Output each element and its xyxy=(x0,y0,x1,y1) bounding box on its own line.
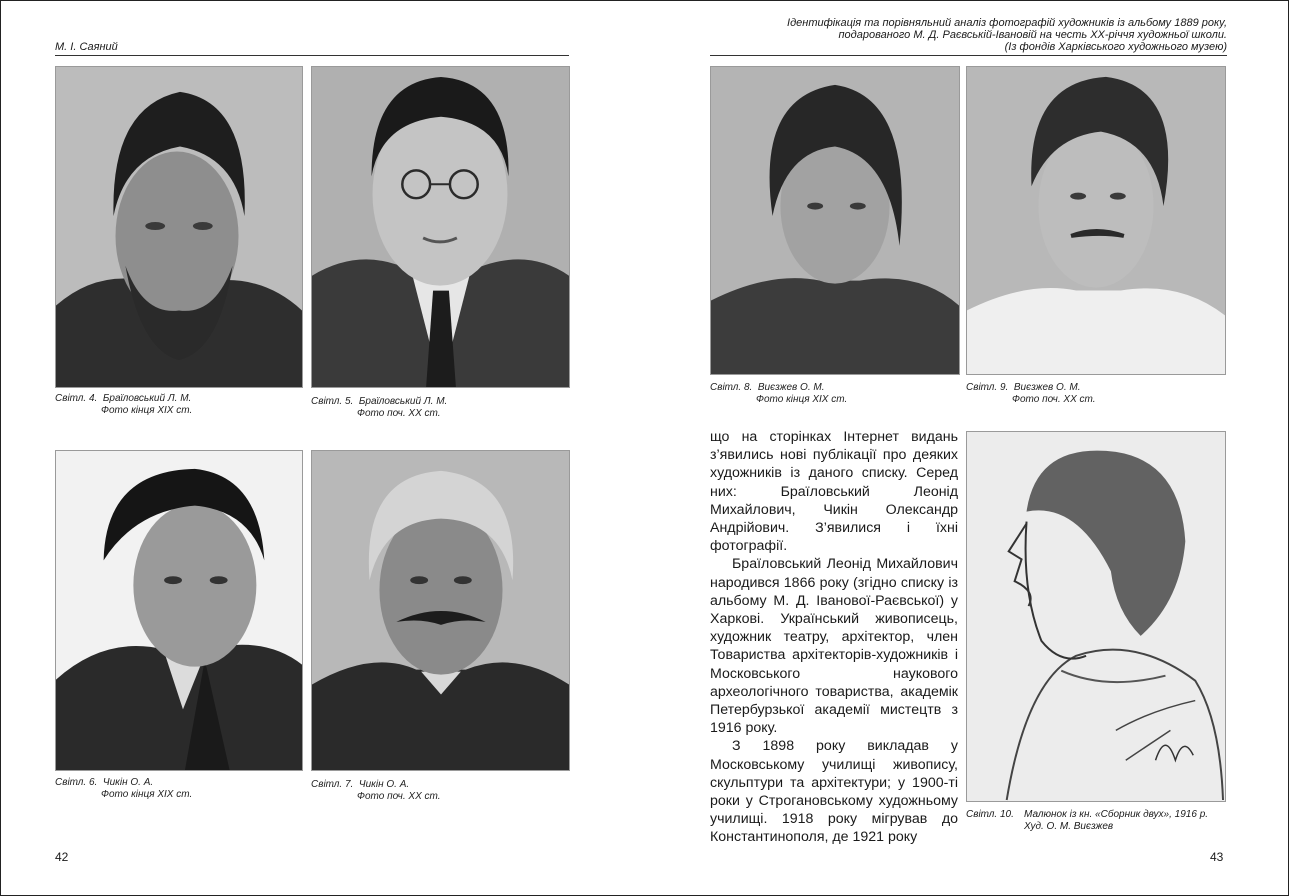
page-number-right: 43 xyxy=(1210,850,1224,864)
caption-subject: Чикін О. А. xyxy=(358,779,410,790)
body-paragraph: Браїловський Леонід Михайлович народився 1866 року (згідно списку із альбому М. Д. Іванової-Раєвської) у Харкові. Український живописець, художник театру, архітектор, член Товариства архітекторів-художників і Московського наукового археологічного товариства, академік Петербурзької академії мистецтв з 1916 року. xyxy=(710,556,958,737)
running-head-author: М. І. Саяний xyxy=(55,41,118,53)
caption-date: Фото поч. ХХ ст. xyxy=(1012,393,1096,405)
header-rule-right xyxy=(710,55,1227,56)
photo-brailovsky-20c xyxy=(311,66,570,388)
caption-label: Світл. 4. xyxy=(55,393,98,404)
running-head-title-line: подарованого М. Д. Раєвській-Івановій на честь ХХ-річчя художньої школи. xyxy=(838,29,1227,41)
caption-artist: Худ. О. М. Виєзжев xyxy=(1024,820,1114,832)
figure-caption xyxy=(966,809,1228,832)
header-rule-left xyxy=(55,55,569,56)
figure-caption xyxy=(966,382,1096,405)
figure-caption xyxy=(311,779,441,802)
caption-subject: Виєзжев О. М. xyxy=(757,382,825,393)
photo-chikin-20c xyxy=(311,450,570,771)
running-head-title xyxy=(687,17,1227,53)
body-text xyxy=(710,428,958,847)
caption-date: Фото поч. ХХ ст. xyxy=(357,790,441,802)
caption-label: Світл. 10. xyxy=(966,809,1014,820)
caption-label: Світл. 6. xyxy=(55,777,98,788)
caption-date: Фото кінця ХІХ ст. xyxy=(101,404,193,416)
figure-caption xyxy=(55,393,192,416)
photo-chikin-19c xyxy=(55,450,303,771)
figure-caption xyxy=(311,396,447,419)
caption-label: Світл. 9. xyxy=(966,382,1009,393)
figure-caption xyxy=(55,777,192,800)
caption-date: Фото поч. ХХ ст. xyxy=(357,407,441,419)
caption-label: Світл. 5. xyxy=(311,396,354,407)
caption-date: Фото кінця ХІХ ст. xyxy=(756,393,848,405)
caption-subject: Чикін О. А. xyxy=(102,777,154,788)
page-number-left: 42 xyxy=(55,850,69,864)
caption-label: Світл. 7. xyxy=(311,779,354,790)
running-head-title-line: (Із фондів Харківського художнього музею) xyxy=(1004,41,1227,53)
caption-subject: Браїловський Л. М. xyxy=(358,396,448,407)
caption-date: Фото кінця ХІХ ст. xyxy=(101,788,193,800)
caption-subject: Виєзжев О. М. xyxy=(1013,382,1081,393)
caption-subject: Браїловський Л. М. xyxy=(102,393,192,404)
sketch-portrait-profile xyxy=(966,431,1226,802)
caption-subject: Малюнок із кн. «Сборник двух», 1916 р. xyxy=(1024,809,1209,820)
running-head-title-line: Ідентифікація та порівняльний аналіз фотографій художників із альбому 1889 року, xyxy=(787,17,1227,29)
photo-brailovsky-19c xyxy=(55,66,303,388)
photo-viiezzhev-19c xyxy=(710,66,960,375)
caption-label: Світл. 8. xyxy=(710,382,753,393)
figure-caption xyxy=(710,382,847,405)
photo-viiezzhev-20c xyxy=(966,66,1226,375)
body-paragraph: З 1898 року викладав у Московському училищі живопису, скульптури та архітектури; у 1900-ті роки у Строгановському художньому училищі. 1918 року мігрував до Константинополя, де 1921 року xyxy=(710,738,958,846)
body-paragraph: що на сторінках Інтернет видань з’явились нові публікації про деяких художників із даного списку. Серед них: Браїловський Леонід Михайлович, Чикін Олександр Андрійович. З’явилися і їхні фотографії. xyxy=(710,429,958,555)
